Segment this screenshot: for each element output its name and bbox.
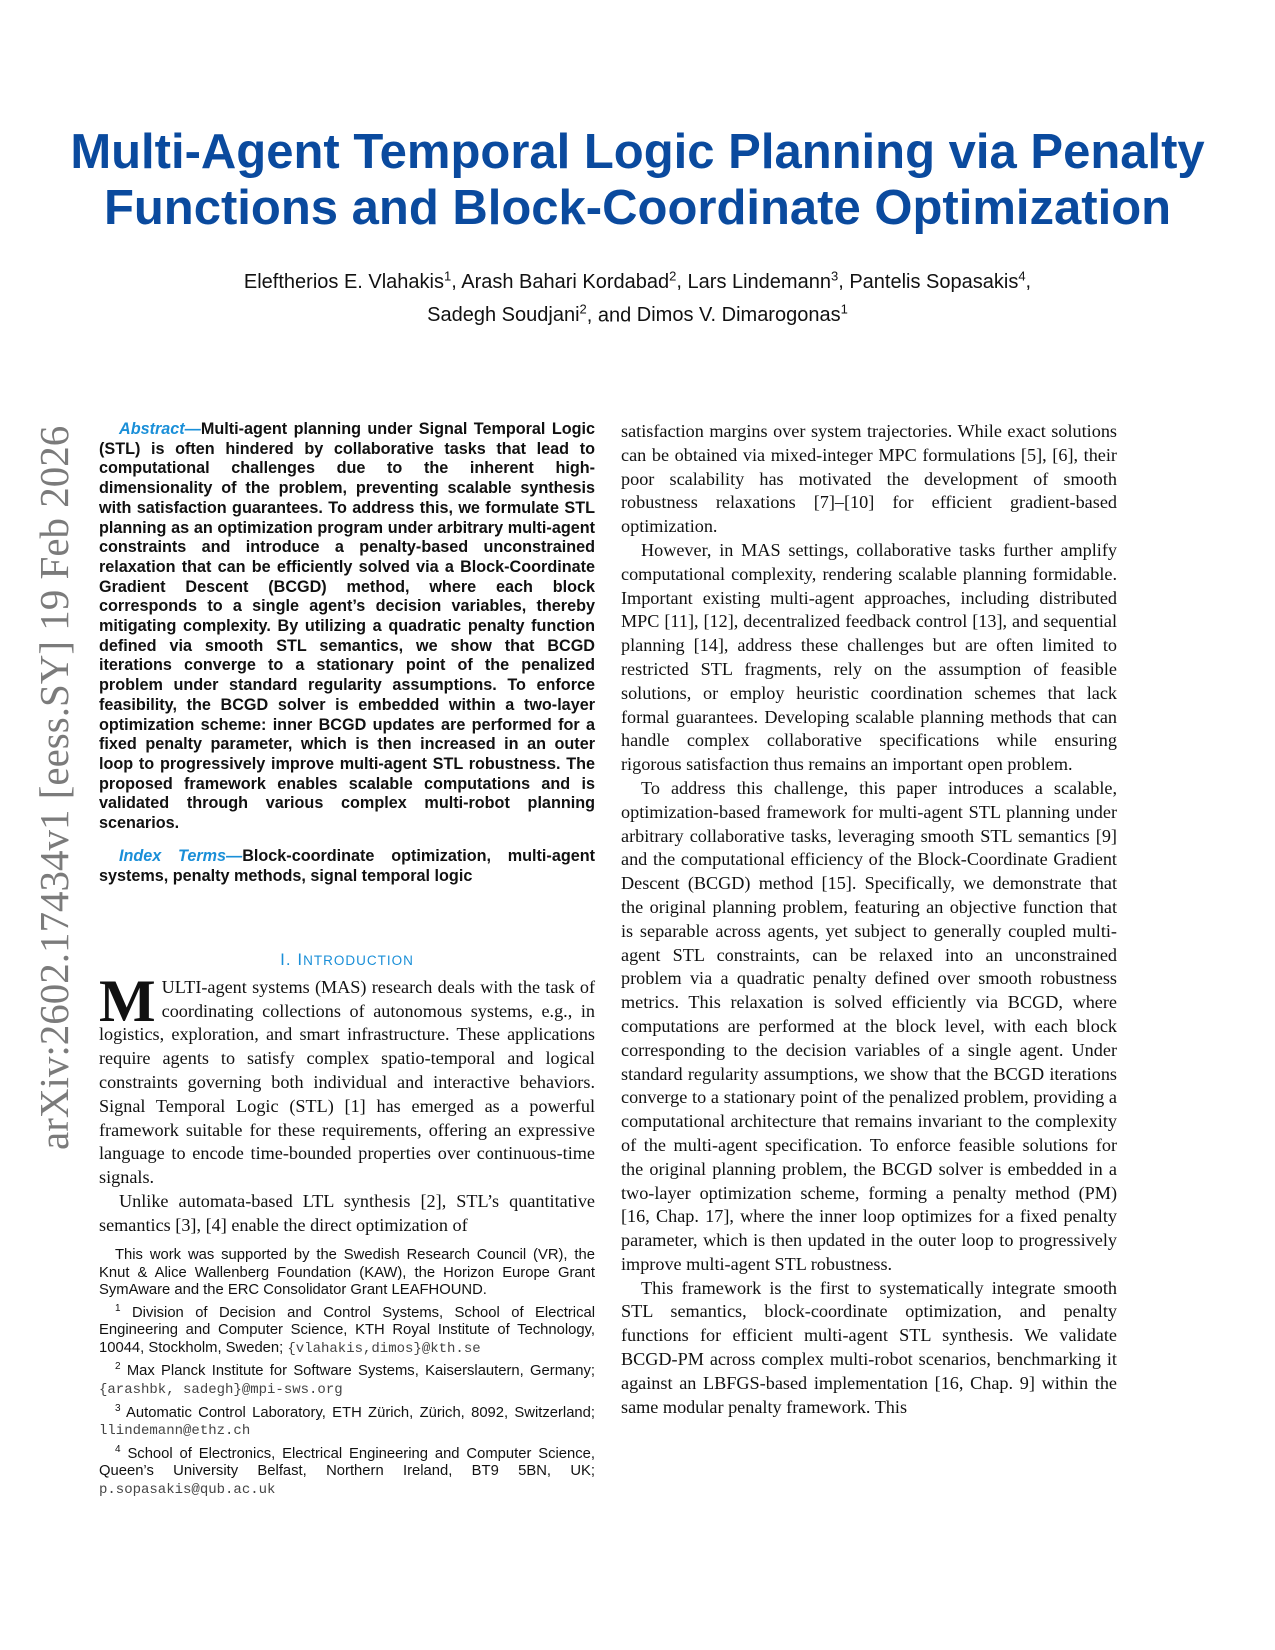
author: Eleftherios E. Vlahakis$^1$: [243, 268, 452, 293]
index-terms-text: Block-coordinate optimization, multi-agent systems, penalty methods, signal temporal logic: [99, 846, 595, 885]
paragraph: To address this challenge, this paper introduces a scalable, optimization-based framework for multi-agent STL planning under arbitrary collaborative tasks, leveraging smooth STL semantics [9] and the computational efficiency of the Block-Coordinate Gradient Descent (BCGD) method [15]. Specifically, we demonstrate that the original planning problem, featuring an objective function that is separable across agents, yet subject to generally coupled multi-agent STL constraints, can be relaxed into an unconstrained problem via a quadratic penalty defined over smooth robustness metrics. This relaxation is solved efficiently via BCGD, where computations are performed at the block level, with each block corresponding to the decision variables of a single agent. Under standard regularity assumptions, we show that the BCGD iterations converge to a stationary point of the penalized problem, providing a computational architecture that remains invariant to the complexity of the multi-agent specification. To enforce feasible solutions for the original planning problem, the BCGD solver is embedded in a two-layer optimization scheme, forming a penalty method (PM) [16, Chap. 17], where the inner loop optimizes for a fixed penalty parameter, which is then updated in the outer loop to progressively improve multi-agent STL robustness.: [621, 777, 1117, 1274]
email: llindemann@ethz.ch: [99, 1423, 251, 1440]
paper-title: Multi-Agent Temporal Logic Planning via Penalty Functions and Block-Coordinate Optimization: [70, 125, 1205, 235]
footnotes: [99, 1247, 595, 1499]
index-terms-label: Index Terms—: [119, 846, 243, 865]
right-column: [621, 420, 1117, 1419]
drop-cap: M: [99, 967, 156, 1034]
author: Arash Bahari Kordabad$^2$: [461, 268, 677, 293]
author: Lars Lindemann$^3$: [687, 268, 839, 293]
paragraph: However, in MAS settings, collaborative tasks further amplify computational complexity, rendering scalable planning formidable. Important existing multi-agent approaches, including distributed MPC [11], [12], decentralized feedback control [13], and sequential planning [14], address these challenges but are often limited to restricted STL fragments, rely on the assumption of feasible solutions, or employ heuristic coordination schemes that lack formal guarantees. Developing scalable planning methods that can handle complex collaborative specifications while ensuring rigorous satisfaction thus remains an important open problem.: [621, 539, 1117, 775]
intro-paragraph-1: MULTI-agent systems (MAS) research deals with the task of coordinating collections of autonomous systems, e.g., in logistics, exploration, and smart infrastructure. These applications require agents to satisfy complex spatio-temporal and logical constraints governing both individual and interactive behaviors. Signal Temporal Logic (STL) [1] has emerged as a powerful framework suitable for these requirements, offering an expressive language to encode time-bounded properties over continuous-time signals.: [99, 967, 595, 1188]
funding-note: This work was supported by the Swedish Research Council (VR), the Knut & Alice Wallenberg Foundation (KAW), the Horizon Europe Grant SymAware and the ERC Consolidator Grant LEAFHOUND.: [99, 1247, 595, 1299]
arxiv-watermark: arXiv:2602.17434v1 [eess.SY] 19 Feb 2026: [31, 425, 77, 1150]
paragraph-continued: satisfaction margins over system trajectories. While exact solutions can be obtained via mixed-integer MPC formulations [5], [6], their poor scalability has motivated the development of smooth robustness relaxations [7]–[10] for efficient gradient-based optimization.: [621, 421, 1117, 537]
author: Pantelis Sopasakis$^4$: [849, 268, 1026, 293]
index-terms: [99, 846, 595, 886]
author-list: [60, 262, 1215, 329]
affiliation-4: $^4$ School of Electronics, Electrical Engineering and Computer Science, Queen’s University Belfast, Northern Ireland, BT9 5BN, UK; p.sopasakis@qub.ac.uk: [99, 1443, 595, 1498]
affiliation-1: $^1$ Division of Decision and Control Systems, School of Electrical Engineering and Computer Science, KTH Royal Institute of Technology, 10044, Stockholm, Sweden; {vlahakis,dimos}@kth.se: [99, 1302, 595, 1357]
email: {arashbk, sadegh}@mpi-sws.org: [99, 1382, 343, 1398]
abstract-label: Abstract—: [119, 420, 201, 438]
email: {vlahakis,dimos}@kth.se: [287, 1340, 481, 1357]
affiliation-3: $^3$ Automatic Control Laboratory, ETH Zürich, Zürich, 8092, Switzerland; llindemann@ethz.ch: [99, 1402, 596, 1440]
email: p.sopasakis@qub.ac.uk: [99, 1481, 276, 1498]
abstract-text: Multi-agent planning under Signal Temporal Logic (STL) is often hindered by collaborative tasks that lead to computational challenges due to the inherent high-dimensionality of the problem, preventing scalable synthesis with satisfaction guarantees. To address this, we formulate STL planning as an optimization program under arbitrary multi-agent constraints and introduce a penalty-based unconstrained relaxation that can be efficiently solved via a Block-Coordinate Gradient Descent (BCGD) method, where each block corresponds to a single agent’s decision variables, thereby mitigating complexity. By utilizing a quadratic penalty function defined via smooth STL semantics, we show that BCGD iterations converge to a stationary point of the penalized problem under standard regularity assumptions. To enforce feasibility, the BCGD solver is embedded within a two-layer optimization scheme: inner BCGD updates are performed for a fixed penalty parameter, which is then increased in an outer loop to progressively improve multi-agent STL robustness. The proposed framework enables scalable computations and is validated through various complex multi-robot planning scenarios.: [99, 420, 595, 833]
intro-paragraph-2: Unlike automata-based LTL synthesis [2], STL’s quantitative semantics [3], [4] enable the direct optimization of: [99, 1190, 595, 1235]
abstract: [99, 420, 595, 834]
author-line-1: Eleftherios E. Vlahakis$^1$, Arash Bahari Kordabad$^2$, Lars Lindemann$^3$, Pantelis Sopasakis$^4$,: [243, 268, 1032, 293]
left-column: [99, 420, 595, 1238]
author: Dimos V. Dimarogonas$^1$: [636, 301, 848, 327]
author-line-2: Sadegh Soudjani$^2$, and Dimos V. Dimarogonas$^1$: [427, 301, 848, 327]
paragraph: This framework is the first to systematically integrate smooth STL semantics, block-coordinate optimization, and penalty functions for efficient multi-agent STL synthesis. We validate BCGD-PM across complex multi-robot scenarios, benchmarking it against an LBFGS-based implementation [16, Chap. 9] within the same modular penalty framework. This: [621, 1277, 1117, 1417]
affiliation-2: $^2$ Max Planck Institute for Software Systems, Kaiserslautern, Germany; {arashbk, sadegh}@mpi-sws.org: [99, 1361, 595, 1398]
author: Sadegh Soudjani$^2$: [427, 301, 587, 327]
section-heading: I. INTRODUCTION: [280, 949, 414, 969]
